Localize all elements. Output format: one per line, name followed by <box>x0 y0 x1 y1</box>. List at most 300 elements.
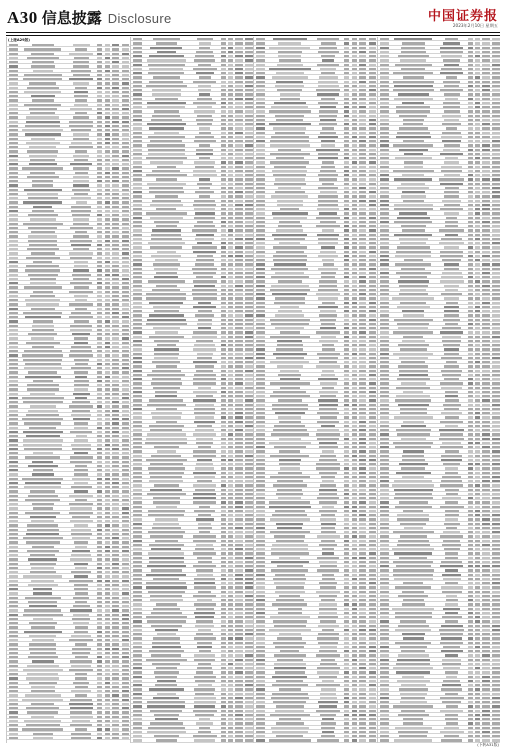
table-cell <box>245 387 252 389</box>
table-cell <box>482 412 489 414</box>
table-cell <box>369 476 376 478</box>
table-cell <box>380 221 389 223</box>
table-cell <box>321 476 335 478</box>
table-cell <box>344 523 349 525</box>
table-cell <box>31 53 54 55</box>
table-cell <box>235 450 242 452</box>
table-cell <box>359 552 366 554</box>
table-cell <box>475 357 480 359</box>
table-cell <box>228 64 233 66</box>
table-cell <box>320 251 337 253</box>
table-cell <box>9 354 18 356</box>
table-cell <box>320 714 337 716</box>
table-cell <box>122 546 129 548</box>
table-cell <box>359 327 366 329</box>
table-cell <box>74 427 89 429</box>
table-cell <box>352 450 357 452</box>
table-cell <box>482 55 489 57</box>
table-cell <box>468 459 473 461</box>
table-cell <box>235 518 242 520</box>
table-cell <box>228 302 233 304</box>
table-cell <box>97 384 102 386</box>
table-cell <box>277 89 302 91</box>
table-cell <box>112 401 119 403</box>
table-cell <box>492 399 499 401</box>
table-cell <box>403 119 424 121</box>
table-cell <box>235 76 242 78</box>
table-cell <box>73 605 90 607</box>
table-cell <box>221 293 226 295</box>
table-cell <box>112 384 119 386</box>
table-cell <box>228 412 233 414</box>
table-cell <box>122 227 129 229</box>
table-cell <box>112 499 119 501</box>
table-cell <box>344 225 349 227</box>
table-cell <box>380 55 389 57</box>
table-cell <box>154 357 178 359</box>
table-cell <box>352 548 357 550</box>
table-cell <box>369 399 376 401</box>
table-cell <box>482 123 489 125</box>
table-cell <box>468 523 473 525</box>
table-cell <box>133 140 142 142</box>
table-cell <box>221 663 226 665</box>
table-cell <box>492 191 499 193</box>
table-cell <box>9 150 18 152</box>
table-cell <box>105 652 110 654</box>
table-cell <box>369 382 376 384</box>
table-cell <box>245 493 252 495</box>
table-cell <box>154 132 179 134</box>
table-cell <box>9 176 18 178</box>
table-cell <box>352 47 357 49</box>
table-cell <box>468 510 473 512</box>
table-cell <box>28 558 57 560</box>
table-cell <box>9 274 18 276</box>
table-cell <box>468 161 473 163</box>
table-cell <box>133 391 142 393</box>
table-cell <box>318 85 339 87</box>
table-cell <box>112 388 119 390</box>
table-cell <box>221 382 226 384</box>
table-cell <box>9 533 18 535</box>
table-cell <box>245 714 252 716</box>
table-cell <box>9 597 18 599</box>
table-cell <box>278 149 301 151</box>
table-cell <box>256 514 265 516</box>
table-cell <box>256 548 265 550</box>
table-cell <box>352 153 357 155</box>
table-cell <box>344 166 349 168</box>
table-cell <box>221 429 226 431</box>
table-cell <box>235 476 242 478</box>
table-cell <box>245 370 252 372</box>
table-cell <box>97 427 102 429</box>
table-cell <box>235 399 242 401</box>
table-cell <box>9 286 18 288</box>
table-cell <box>29 244 57 246</box>
table-cell <box>228 391 233 393</box>
table-cell <box>319 459 337 461</box>
table-cell <box>482 276 489 278</box>
table-cell <box>492 476 499 478</box>
table-cell <box>359 603 366 605</box>
table-cell <box>73 82 89 84</box>
table-cell <box>152 93 181 95</box>
table-cell <box>402 459 425 461</box>
table-cell <box>276 229 303 231</box>
table-cell <box>369 718 376 720</box>
table-cell <box>475 378 480 380</box>
table-cell <box>150 429 182 431</box>
table-cell <box>122 197 129 199</box>
table-cell <box>97 639 102 641</box>
table-cell <box>9 618 18 620</box>
table-cell <box>359 642 366 644</box>
table-cell <box>352 204 357 206</box>
table-cell <box>256 714 265 716</box>
table-cell <box>475 68 480 70</box>
table-cell <box>122 316 129 318</box>
table-cell <box>380 72 389 74</box>
table-cell <box>235 561 242 563</box>
table-cell <box>274 166 306 168</box>
table-cell <box>273 127 306 129</box>
table-cell <box>97 159 102 161</box>
table-cell <box>133 489 142 491</box>
table-cell <box>133 565 142 567</box>
table-cell <box>221 642 226 644</box>
table-cell <box>133 289 142 291</box>
table-cell <box>380 319 389 321</box>
table-cell <box>277 200 303 202</box>
table-cell <box>492 119 499 121</box>
table-cell <box>75 376 87 378</box>
table-cell <box>221 667 226 669</box>
table-cell <box>228 42 233 44</box>
table-cell <box>369 72 376 74</box>
table-cell <box>105 325 110 327</box>
table-cell <box>73 184 89 186</box>
table-cell <box>133 268 142 270</box>
table-cell <box>69 146 92 148</box>
table-cell <box>192 268 217 270</box>
table-cell <box>133 523 142 525</box>
table-cell <box>468 195 473 197</box>
table-cell <box>280 370 299 372</box>
table-cell <box>97 248 102 250</box>
table-cell <box>359 378 366 380</box>
table-cell <box>105 252 110 254</box>
table-cell <box>275 327 304 329</box>
table-cell <box>9 57 18 59</box>
table-cell <box>439 242 464 244</box>
table-cell <box>228 697 233 699</box>
table-cell <box>245 280 252 282</box>
table-cell <box>344 531 349 533</box>
table-cell <box>157 450 176 452</box>
table-cell <box>279 450 300 452</box>
table-cell <box>245 425 252 427</box>
table-cell <box>112 711 119 713</box>
table-cell <box>475 195 480 197</box>
table-cell <box>221 540 226 542</box>
table-cell <box>69 291 94 293</box>
table-cell <box>112 580 119 582</box>
table-cell <box>228 727 233 729</box>
table-cell <box>97 65 102 67</box>
table-cell <box>147 565 186 567</box>
table-cell <box>256 438 265 440</box>
table-cell <box>71 635 91 637</box>
table-cell <box>228 348 233 350</box>
table-cell <box>235 544 242 546</box>
table-cell <box>73 622 89 624</box>
table-cell <box>221 140 226 142</box>
table-cell <box>228 119 233 121</box>
table-cell <box>70 660 92 662</box>
table-cell <box>344 561 349 563</box>
table-cell <box>359 646 366 648</box>
table-cell <box>228 688 233 690</box>
table-cell <box>228 140 233 142</box>
table-cell <box>278 310 303 312</box>
table-cell <box>9 558 18 560</box>
table-cell <box>403 123 423 125</box>
table-cell <box>148 136 185 138</box>
table-cell <box>228 365 233 367</box>
table-cell <box>228 47 233 49</box>
table-cell <box>105 155 110 157</box>
table-cell <box>73 44 90 46</box>
table-cell <box>153 387 180 389</box>
table-cell <box>199 42 211 44</box>
table-cell <box>280 378 300 380</box>
table-cell <box>344 722 349 724</box>
table-cell <box>235 119 242 121</box>
table-cell <box>235 365 242 367</box>
table-cell <box>26 533 59 535</box>
table-cell <box>198 85 210 87</box>
table-cell <box>228 297 233 299</box>
table-cell <box>75 728 87 730</box>
masthead-rule <box>6 32 500 33</box>
table-cell <box>30 278 56 280</box>
table-cell <box>9 133 18 135</box>
table-cell <box>122 478 129 480</box>
table-cell <box>235 412 242 414</box>
table-cell <box>196 153 213 155</box>
table-cell <box>359 289 366 291</box>
table-cell <box>235 421 242 423</box>
table-cell <box>25 316 61 318</box>
table-cell <box>344 714 349 716</box>
table-cell <box>228 251 233 253</box>
table-cell <box>122 499 129 501</box>
table-cell <box>235 552 242 554</box>
table-cell <box>369 293 376 295</box>
table-cell <box>112 643 119 645</box>
table-cell <box>26 142 60 144</box>
table-cell <box>221 399 226 401</box>
table-cell <box>105 711 110 713</box>
table-cell <box>482 348 489 350</box>
table-cell <box>245 319 252 321</box>
table-cell <box>193 484 216 486</box>
table-cell <box>9 329 18 331</box>
table-cell <box>274 302 305 304</box>
table-cell <box>352 289 357 291</box>
table-cell <box>150 710 182 712</box>
table-cell <box>133 531 142 533</box>
table-cell <box>30 172 55 174</box>
table-cell <box>344 557 349 559</box>
table-cell <box>482 246 489 248</box>
table-cell <box>352 642 357 644</box>
table-cell <box>344 268 349 270</box>
table-cell <box>380 272 389 274</box>
table-cell <box>133 527 142 529</box>
table-cell <box>344 646 349 648</box>
table-cell <box>105 53 110 55</box>
table-cell <box>221 344 226 346</box>
table-cell <box>69 512 93 514</box>
table-cell <box>105 682 110 684</box>
table-cell <box>228 127 233 129</box>
table-cell <box>235 293 242 295</box>
table-cell <box>105 737 110 739</box>
table-cell <box>352 297 357 299</box>
table-cell <box>122 44 129 46</box>
table-cell <box>468 259 473 261</box>
table-cell <box>97 558 102 560</box>
table-cell <box>369 136 376 138</box>
table-cell <box>468 234 473 236</box>
table-cell <box>322 302 335 304</box>
table-cell <box>359 242 366 244</box>
table-cell <box>29 155 57 157</box>
table-cell <box>319 391 338 393</box>
table-cell <box>397 544 430 546</box>
table-cell <box>369 395 376 397</box>
table-cell <box>475 548 480 550</box>
table-cell <box>380 548 389 550</box>
table-cell <box>380 234 389 236</box>
table-cell <box>71 554 92 556</box>
table-cell <box>228 408 233 410</box>
table-cell <box>245 251 252 253</box>
table-cell <box>256 331 265 333</box>
table-cell <box>279 221 300 223</box>
table-cell <box>492 361 499 363</box>
table-cell <box>359 676 366 678</box>
table-cell <box>380 391 389 393</box>
table-cell <box>112 214 119 216</box>
table-cell <box>344 331 349 333</box>
table-cell <box>482 302 489 304</box>
table-cell <box>359 629 366 631</box>
table-cell <box>105 274 110 276</box>
table-cell <box>352 442 357 444</box>
table-cell <box>369 280 376 282</box>
table-cell <box>492 76 499 78</box>
table-cell <box>492 85 499 87</box>
table-cell <box>228 710 233 712</box>
table-cell <box>475 246 480 248</box>
table-cell <box>112 363 119 365</box>
table-cell <box>112 652 119 654</box>
table-cell <box>147 106 185 108</box>
table-cell <box>195 404 214 406</box>
table-cell <box>352 620 357 622</box>
table-cell <box>228 374 233 376</box>
table-cell <box>482 391 489 393</box>
table-cell <box>221 353 226 355</box>
table-cell <box>122 112 129 114</box>
table-cell <box>122 486 129 488</box>
table-cell <box>133 331 142 333</box>
table-cell <box>133 646 142 648</box>
table-cell <box>316 684 340 686</box>
table-cell <box>146 293 186 295</box>
table-cell <box>352 348 357 350</box>
table-cell <box>197 557 212 559</box>
table-cell <box>221 225 226 227</box>
table-cell <box>105 206 110 208</box>
table-cell <box>492 204 499 206</box>
table-cell <box>235 650 242 652</box>
table-cell <box>235 340 242 342</box>
table-cell <box>369 208 376 210</box>
table-cell <box>359 161 366 163</box>
table-cell <box>22 478 63 480</box>
table-cell <box>105 70 110 72</box>
table-cell <box>475 340 480 342</box>
table-cell <box>344 357 349 359</box>
table-cell <box>29 682 58 684</box>
table-cell <box>74 320 89 322</box>
table-cell <box>228 552 233 554</box>
table-cell <box>344 591 349 593</box>
table-cell <box>482 259 489 261</box>
table-cell <box>72 652 90 654</box>
table-cell <box>112 227 119 229</box>
table-cell <box>194 412 214 414</box>
table-cell <box>344 174 349 176</box>
table-cell <box>492 98 499 100</box>
table-cell <box>482 229 489 231</box>
table-cell <box>256 127 265 129</box>
table-cell <box>369 387 376 389</box>
table-cell <box>112 669 119 671</box>
table-cell <box>475 429 480 431</box>
table-cell <box>256 289 265 291</box>
table-cell <box>133 297 142 299</box>
table-cell <box>321 98 335 100</box>
table-cell <box>195 263 215 265</box>
table-cell <box>492 365 499 367</box>
table-cell <box>152 361 180 363</box>
table-cell <box>151 654 181 656</box>
table-cell <box>359 514 366 516</box>
table-cell <box>344 680 349 682</box>
table-cell <box>369 255 376 257</box>
table-cell <box>344 578 349 580</box>
table-cell <box>235 153 242 155</box>
table-cell <box>468 64 473 66</box>
table-cell <box>468 102 473 104</box>
table-cell <box>369 582 376 584</box>
